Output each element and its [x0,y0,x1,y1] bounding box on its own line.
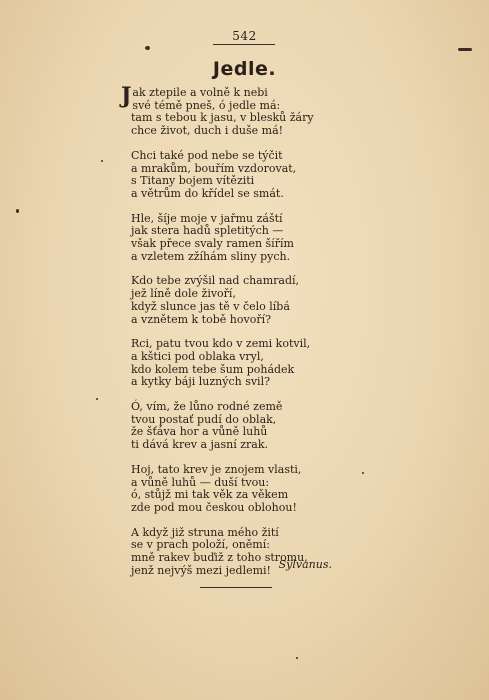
poem-line: a kštici pod oblaka vryl, [131,349,264,363]
ink-speck [96,398,98,400]
poem-line: A když již struna mého žití [131,525,279,539]
stanza-4 [131,275,371,326]
poem-line: tvou postať pudí do oblak, [131,412,277,426]
poem-line: že šťáva hor a vůně luhů [131,425,268,439]
poem-line: ti dává krev a jasní zrak. [131,438,268,452]
stanza-1 [121,83,371,138]
stanza-5 [131,338,371,389]
poem-line: své témě pneš, ó jedle má: [132,98,281,112]
ink-speck [101,160,103,162]
ink-speck [458,48,472,51]
poem-body [121,83,371,590]
poem-line: s Titany bojem vítěziti [131,174,255,188]
poem-author: Sylvanus. [278,558,332,571]
poem-line: jak stera hadů spletitých — [131,224,284,238]
poem-line: zde pod mou českou oblohou! [131,500,297,514]
poem-line: Chci také pod nebe se týčit [131,148,283,162]
poem-line: když slunce jas tě v čelo líbá [131,299,290,313]
poem-line: jež líně dole živoří, [131,287,236,301]
poem-line: a mrakům, bouřím vzdorovat, [131,161,297,175]
ink-speck [145,46,150,50]
header-rule [213,44,275,45]
poem-line: ó, stůjž mi tak věk za věkem [131,488,289,502]
poem-line: jenž nejvýš mezi jedlemi! [131,563,271,577]
poem-line: kdo kolem tebe šum pohádek [131,362,295,376]
poem-line: a vznětem k tobě hovoří? [131,312,271,326]
ink-speck [362,472,364,474]
poem-line: chce život, duch i duše má! [131,124,284,138]
drop-cap: J [121,83,132,109]
stanza-7 [131,464,371,515]
poem-line: a vzletem zžíhám sliny pych. [131,249,291,263]
poem-title: Jedle. [212,58,277,80]
poem-line: Rci, patu tvou kdo v zemi kotvil, [131,337,311,351]
poem-line: a kytky báji luzných svil? [131,375,270,389]
poem-line: mně rakev buďiž z toho stromu, [131,551,308,565]
poem-line: však přece svaly ramen šířím [131,237,294,251]
poem-line: Hoj, tato krev je znojem vlasti, [131,462,302,476]
footer-rule [200,587,272,588]
poem-line: Ó, vím, že lůno rodné země [131,400,283,414]
stanza-2 [131,150,371,201]
poem-line: a větrům do křídel se smát. [131,186,284,200]
poem-line: Kdo tebe zvýšil nad chamradí, [131,274,300,288]
poem-line: se v prach položí, oněmí: [131,538,270,552]
stanza-6 [131,401,371,452]
stanza-3 [131,213,371,264]
page-number: 542 [232,29,257,43]
ink-speck [296,657,298,659]
poem-line: a vůně luhů — duší tvou: [131,475,270,489]
poem-line: Hle, šíje moje v jařmu záští [131,211,283,225]
poem-line: tam s tebou k jasu, v blesků žáry [131,111,314,125]
ink-speck [16,209,19,213]
poem-line: ak ztepile a volně k nebi [132,86,268,99]
